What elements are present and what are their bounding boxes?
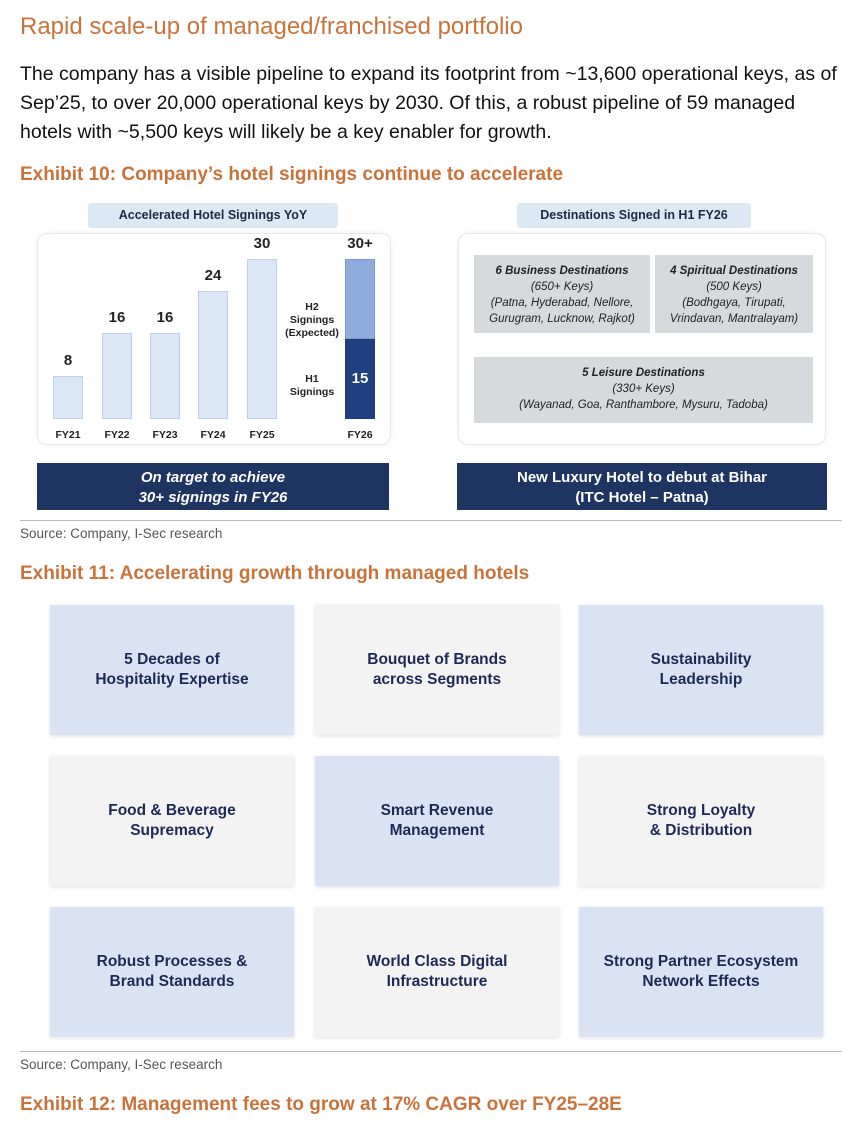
luxury-hotel-banner: New Luxury Hotel to debut at Bihar (ITC Hotel – Patna) (457, 463, 827, 510)
tile-label: Strong Partner Ecosystem Network Effects (603, 953, 799, 990)
destinations-pill: Destinations Signed in H1 FY26 (517, 203, 751, 228)
value-label-fy22: 16 (108, 309, 126, 327)
value-label-fy26-h1: 15 (351, 369, 369, 387)
h2-signings-label: H2 Signings (Expected) (285, 301, 339, 339)
value-label-fy25: 30 (253, 234, 271, 252)
exhibit-11-rule (20, 1051, 842, 1052)
exhibit-11-title: Exhibit 11: Accelerating growth through managed hotels (20, 563, 530, 584)
tick-fy25: FY25 (249, 429, 275, 441)
tile-robust-processes (50, 907, 294, 1037)
exhibit-12-title: Exhibit 12: Management fees to grow at 17% CAGR over FY25–28E (20, 1094, 622, 1115)
tile-label: 5 Decades of Hospitality Expertise (95, 651, 249, 688)
h1-signings-label: H1 Signings (289, 373, 335, 398)
leisure-destinations-places: (Wayanad, Goa, Ranthambore, Mysuru, Tadoba) (519, 399, 768, 411)
business-destinations-box (474, 255, 650, 333)
intro-paragraph: The company has a visible pipeline to expand its footprint from ~13,600 operational keys, as of Sep’25, to over 20,000 operational keys by 2030. Of this, a robust pipeline of 59 managed hotels with ~5,500 keys will likely be a key enabler for growth. (20, 63, 837, 143)
bar-fy24 (198, 291, 228, 419)
tile-partner-ecosystem (579, 907, 823, 1037)
spiritual-destinations-places: (Bodhgaya, Tirupati, Vrindavan, Mantralayam) (669, 297, 799, 325)
spiritual-destinations-keys: (500 Keys) (706, 281, 762, 293)
tile-label: Strong Loyalty & Distribution (646, 802, 756, 839)
bar-fy26-h2 (345, 259, 375, 339)
value-label-fy26: 30+ (347, 234, 373, 252)
section-title: Rapid scale-up of managed/franchised portfolio (20, 13, 523, 40)
business-destinations-places: (Patna, Hyderabad, Nellore, Gurugram, Lucknow, Rajkot) (489, 297, 635, 325)
tick-fy22: FY22 (104, 429, 130, 441)
tick-fy23: FY23 (152, 429, 178, 441)
value-label-fy24: 24 (204, 266, 222, 284)
tick-fy24: FY24 (200, 429, 226, 441)
exhibit-10-source: Source: Company, I-Sec research (20, 526, 223, 541)
value-label-fy21: 8 (63, 352, 73, 370)
exhibit-10-title: Exhibit 10: Company’s hotel signings continue to accelerate (20, 164, 564, 185)
tile-label: Sustainability Leadership (650, 651, 752, 688)
bar-fy23 (150, 333, 180, 419)
tile-label: Smart Revenue Management (380, 802, 494, 839)
tile-label: World Class Digital Infrastructure (366, 953, 508, 990)
business-destinations-head: 6 Business Destinations (495, 265, 629, 277)
tile-label: Robust Processes & Brand Standards (96, 953, 248, 990)
tick-fy26: FY26 (347, 429, 373, 441)
leisure-destinations-head: 5 Leisure Destinations (582, 367, 705, 379)
signings-bar-chart (37, 233, 389, 443)
tile-hospitality-expertise (50, 605, 294, 735)
tile-revenue-management (315, 756, 559, 886)
tile-bouquet-of-brands (315, 605, 559, 735)
tile-digital-infrastructure (315, 907, 559, 1037)
spiritual-destinations-head: 4 Spiritual Destinations (670, 265, 798, 277)
bar-fy21 (53, 376, 83, 419)
exhibit-11-source: Source: Company, I-Sec research (20, 1057, 223, 1072)
value-label-fy23: 16 (156, 309, 174, 327)
bar-fy22 (102, 333, 132, 419)
leisure-destinations-box (474, 357, 813, 423)
signings-pill: Accelerated Hotel Signings YoY (88, 203, 338, 228)
tile-label: Food & Beverage Supremacy (108, 802, 236, 839)
tile-food-beverage (50, 756, 294, 886)
bar-fy25 (247, 259, 277, 420)
tick-fy21: FY21 (55, 429, 81, 441)
spiritual-destinations-box (655, 255, 813, 333)
exhibit-10-rule (20, 520, 842, 521)
business-destinations-keys: (650+ Keys) (530, 281, 594, 293)
tile-sustainability (579, 605, 823, 735)
target-banner: On target to achieve 30+ signings in FY26 (37, 463, 389, 510)
tile-loyalty-distribution (579, 756, 823, 886)
leisure-destinations-keys: (330+ Keys) (612, 383, 675, 395)
tile-label: Bouquet of Brands across Segments (367, 651, 507, 688)
